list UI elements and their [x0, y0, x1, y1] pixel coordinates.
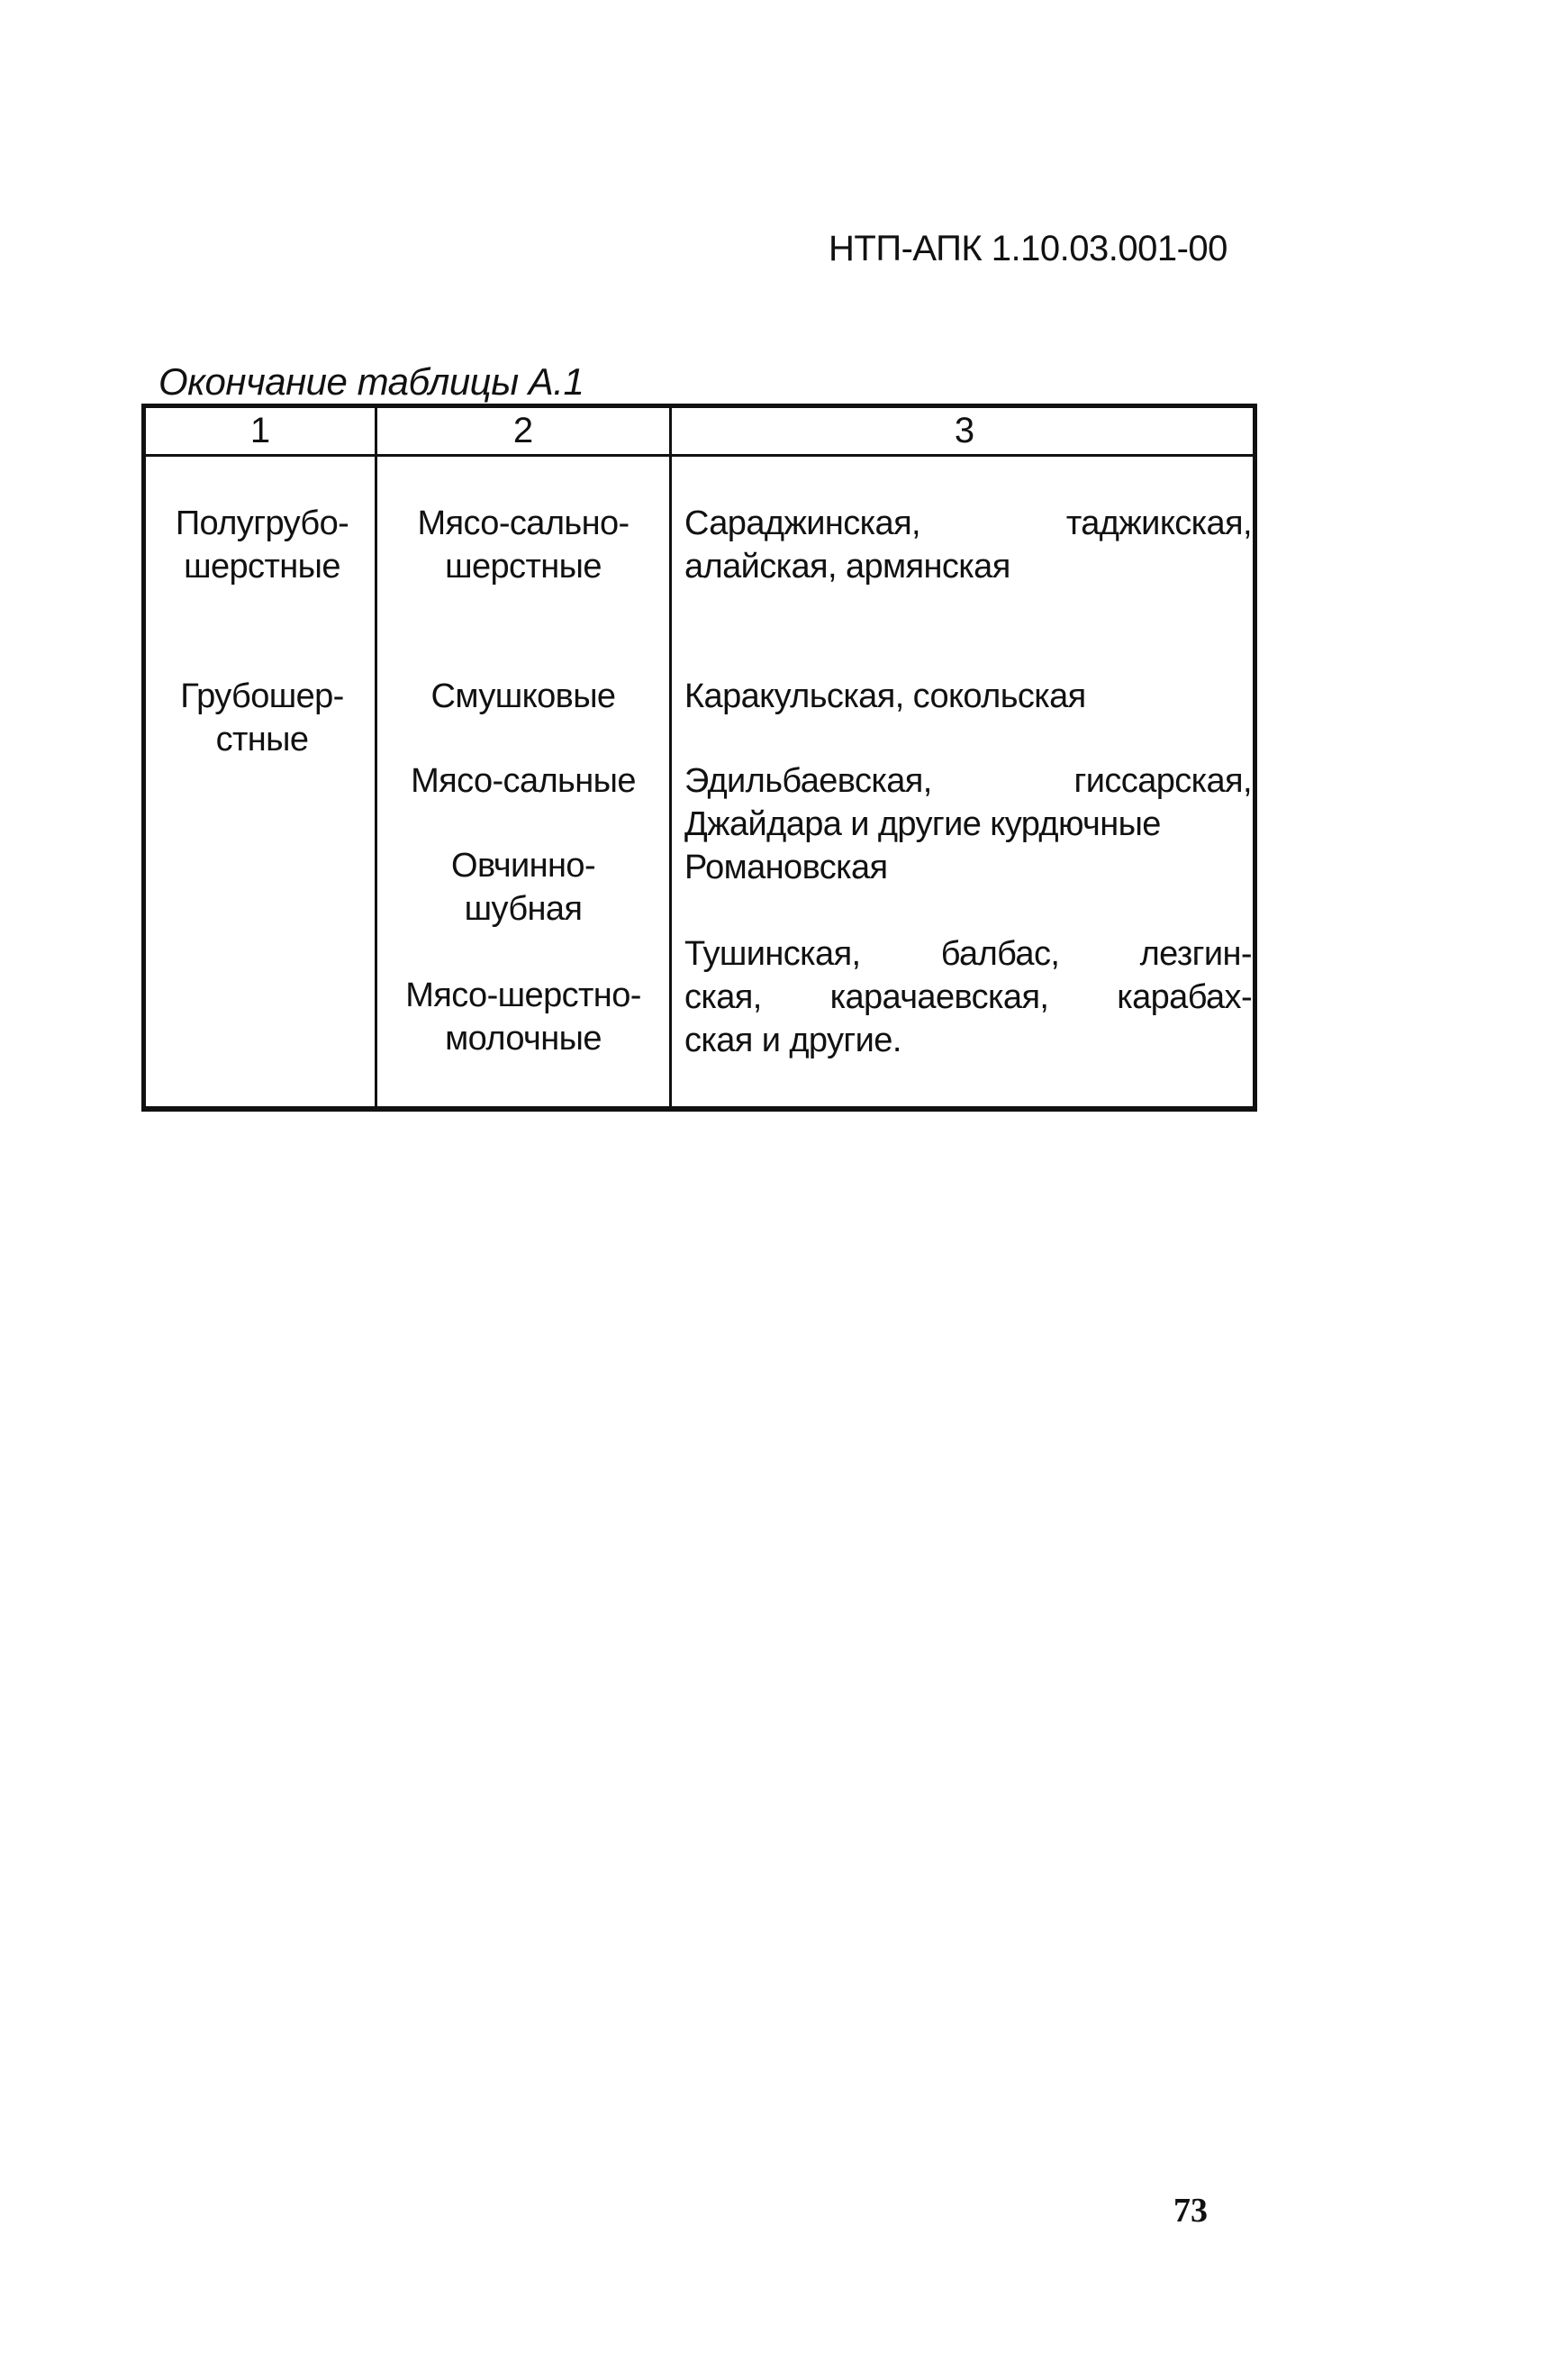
table-caption: Окончание таблицы А.1 [159, 360, 584, 403]
table-cell-type: Овчинно- шубная [450, 847, 596, 928]
column-header-1: 1 [249, 411, 271, 450]
page-number: 73 [1173, 2192, 1208, 2230]
table-cell-group: Грубошер- стные [180, 677, 344, 759]
table-cell-type: Мясо-сально- шерстные [417, 504, 630, 586]
table-cell-breeds: Сараджинская, таджикская, алайская, армянская [684, 504, 1252, 586]
table-cell-group: Полугрубо- шерстные [175, 504, 349, 586]
table-cell-breeds: Эдильбаевская, гиссарская, Джайдара и другие курдючные [684, 762, 1252, 843]
header-divider [146, 454, 1253, 457]
table-cell-type: Мясо-сальные [411, 762, 636, 800]
table-cell-type: Мясо-шерстно- молочные [405, 977, 641, 1058]
column-divider [375, 408, 377, 1106]
data-table [141, 404, 1257, 1112]
table-cell-breeds: Романовская [684, 849, 888, 886]
table-cell-type: Смушковые [430, 677, 616, 715]
column-header-2: 2 [512, 411, 534, 450]
column-header-3: 3 [954, 411, 975, 450]
table-cell-breeds: Тушинская, балбас, лезгин- ская, карачаевская, карабах- ская и другие. [684, 935, 1252, 1059]
table-cell-breeds: Каракульская, сокольская [684, 677, 1086, 715]
column-divider [669, 408, 672, 1106]
document-code: НТП-АПК 1.10.03.001-00 [829, 229, 1227, 268]
